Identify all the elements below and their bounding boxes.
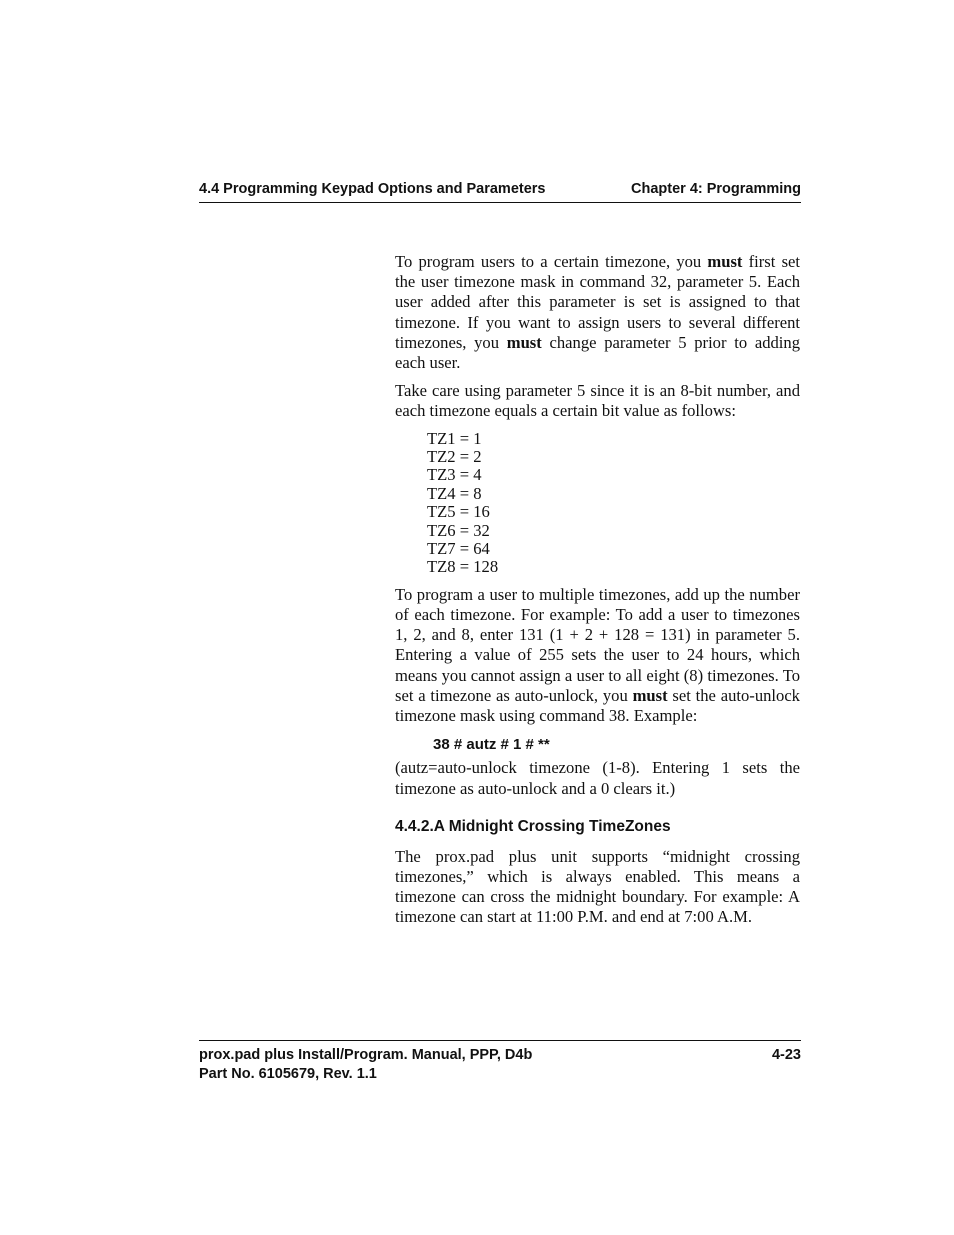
paragraph-autz-explanation: (autz=auto-unlock timezone (1-8). Entering 1 sets the timezone as auto-unlock and a 0 clears it.) bbox=[395, 758, 800, 798]
paragraph-text: To program users to a certain timezone, you bbox=[395, 252, 708, 271]
part-number: Part No. 6105679, Rev. 1.1 bbox=[199, 1065, 377, 1082]
list-item: TZ4 = 8 bbox=[427, 483, 482, 503]
emphasis-must: must bbox=[632, 685, 668, 705]
section-subheading: 4.4.2.A Midnight Crossing TimeZones bbox=[395, 817, 671, 835]
list-item: TZ1 = 1 bbox=[427, 428, 482, 448]
list-item: TZ8 = 128 bbox=[427, 557, 499, 577]
paragraph-timezone-programming bbox=[395, 252, 800, 373]
main-content bbox=[395, 252, 800, 936]
list-item: TZ7 = 64 bbox=[427, 539, 490, 559]
list-item: TZ3 = 4 bbox=[427, 465, 482, 485]
emphasis-must: must bbox=[506, 332, 542, 352]
paragraph-text: change parameter 5 prior to adding each user. bbox=[395, 332, 800, 373]
paragraph-multiple-timezones bbox=[395, 585, 800, 726]
chapter-title: Chapter 4: Programming bbox=[631, 181, 801, 197]
section-title: 4.4 Programming Keypad Options and Parameters bbox=[199, 181, 546, 197]
timezone-value-list bbox=[427, 430, 800, 577]
list-item: TZ5 = 16 bbox=[427, 502, 490, 522]
paragraph-bit-values: Take care using parameter 5 since it is an 8-bit number, and each timezone equals a certain bit value as follows: bbox=[395, 381, 800, 421]
manual-title: prox.pad plus Install/Program. Manual, PPP, D4b bbox=[199, 1047, 533, 1063]
page-footer bbox=[199, 1040, 801, 1083]
paragraph-text: set the auto-unlock timezone mask using command 38. Example: bbox=[395, 685, 800, 726]
command-example: 38 # autz # 1 # ** bbox=[433, 736, 550, 754]
paragraph-midnight-crossing: The prox.pad plus unit supports “midnight crossing timezones,” which is always enabled. This means a timezone can cross the midnight boundary. For example: A timezone can start at 11:00 P.M. and end at 7:00 A.M. bbox=[395, 846, 800, 927]
paragraph-text: first set the user timezone mask in command 32, parameter 5. Each user added after this parameter is set is assigned to that timezone. If you want to assign users to several different timezones, you bbox=[395, 252, 801, 352]
page-header bbox=[199, 180, 801, 203]
emphasis-must: must bbox=[707, 252, 743, 271]
list-item: TZ6 = 32 bbox=[427, 520, 490, 540]
page-number: 4-23 bbox=[771, 1047, 801, 1063]
paragraph-text: To program a user to multiple timezones, add up the number of each timezone. For example: To add a user to timezones 1, 2, and 8, enter 131 (1 + 2 + 128 = 131) in parameter 5. Entering a value of 255 sets the user to 24 hours, which means you cannot assign a user to all eight (8) timezones. To set a timezone as auto-unlock, you bbox=[395, 584, 800, 705]
list-item: TZ2 = 2 bbox=[427, 447, 482, 467]
